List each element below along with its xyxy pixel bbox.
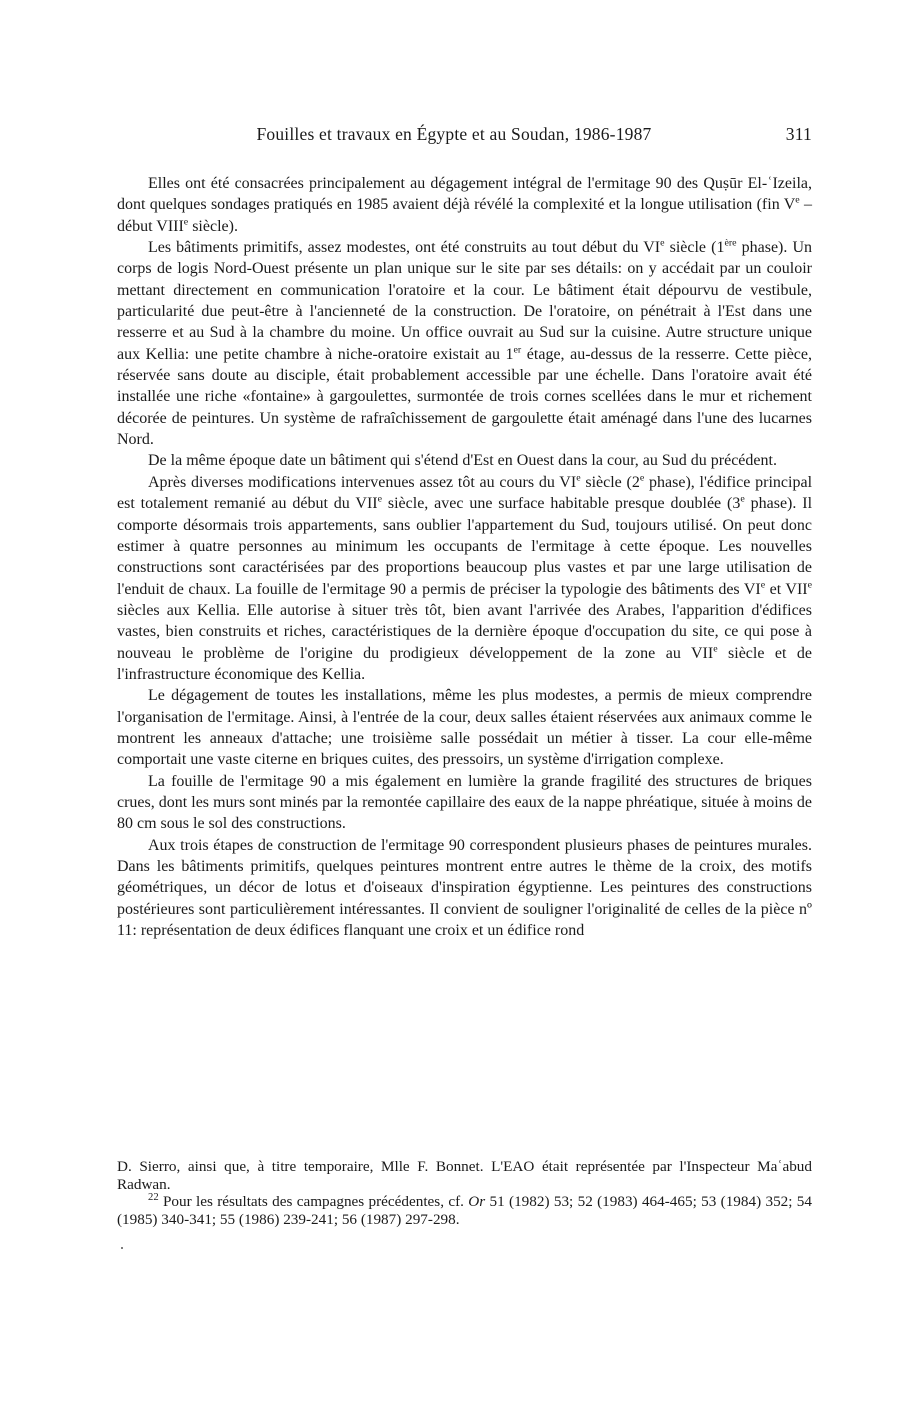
superscript: e xyxy=(183,216,189,228)
text-run: phase). Il comporte désormais trois appartements, sans oublier l'appartement du Sud, toujours utilisé. On peut donc estimer à quatre personnes au minimum les occupants de l'ermitage à cette époque. Les nouvelles constructions sont caractérisées par des proportions beaucoup plus vastes et par une large utilisation de l'enduit de chaux. La fouille de l'ermitage 90 a permis de préciser la typologie des bâtiments des VI xyxy=(117,495,813,598)
text-run: – début VIII xyxy=(117,196,812,235)
superscript: e xyxy=(576,472,581,484)
text-run: Après diverses modifications intervenues assez tôt au cours du VI xyxy=(148,473,577,491)
text-run: phase), l'édifice principal est totalement remanié au début du VII xyxy=(117,473,813,513)
text-run: 51 (1982) 53; 52 (1983) 464-465; 53 (1984) 352; 54 (1985) 340-341; 55 (1986) 239-241; 56 (1987) 297-298. xyxy=(117,1193,812,1228)
text-run: étage, au-dessus de la resserre. Cette pièce, réservée sans doute au disciple, était probablement accessible par une échelle. Dans l'oratoire avait été installée une riche «fontaine» à gargoulettes, surmontée de trois cornes scellées dans le mur et richement décorée de peintures. Un système de rafraîchissement de gargoulette était aménagé dans l'une des lucarnes Nord. xyxy=(117,345,813,449)
paragraph-6: La fouille de l'ermitage 90 a mis également en lumière la grande fragilité des structures de briques crues, dont les murs sont minés par la remontée capillaire des eaux de la nappe phréatique, située à moins de 80 cm sous le sol des constructions. xyxy=(117,772,812,833)
text-run: Les bâtiments primitifs, assez modestes, ont été construits au tout début du VI xyxy=(148,239,661,257)
footnote-marker: 22 xyxy=(148,1191,159,1203)
paragraph-2 xyxy=(117,237,812,450)
superscript: er xyxy=(513,344,522,356)
text-run: Pour les résultats des campagnes précédentes, cf. xyxy=(158,1193,469,1210)
body-text xyxy=(117,173,812,941)
footnotes xyxy=(117,1158,812,1228)
stray-mark xyxy=(121,1247,123,1249)
text-run: siècles aux Kellia. Elle autorise à situer très tôt, bien avant l'arrivée des Arabes, l'apparition d'édifices vastes, bien construits et riches, caractéristiques de la dernière époque d'occupation du site, ce qui pose à nouveau le problème de l'origine du prodigieux développement de la zone au VII xyxy=(117,601,812,662)
journal-abbreviation: Or xyxy=(468,1193,486,1210)
superscript: e xyxy=(807,579,813,591)
superscript: e xyxy=(660,237,665,249)
page-number: 311 xyxy=(785,124,812,144)
paragraph-5: Le dégagement de toutes les installations, même les plus modestes, a permis de mieux comprendre l'organisation de l'ermitage. Ainsi, à l'entrée de la cour, deux salles étaient réservées aux animaux comme le montrent les anneaux d'attache; une troisième salle possédait un métier à tisser. La cour elle-même comportait une vaste citerne en briques cuites, des pressoirs, un système d'irrigation complexe. xyxy=(117,687,812,769)
text-run: siècle et de l'infrastructure économique des Kellia. xyxy=(117,644,812,683)
superscript: e xyxy=(760,579,766,591)
text-run: et VII xyxy=(765,580,808,598)
superscript: ère xyxy=(724,237,737,249)
paragraph-3: De la même époque date un bâtiment qui s'étend d'Est en Ouest dans la cour, au Sud du précédent. xyxy=(148,452,777,470)
superscript: e xyxy=(639,472,645,484)
footnote-continuation: D. Sierro, ainsi que, à titre temporaire, Mlle F. Bonnet. L'EAO était représentée par l'Inspecteur Maʿabud Radwan. xyxy=(117,1158,812,1193)
text-run: siècle). xyxy=(188,217,238,235)
running-title: Fouilles et travaux en Égypte et au Soudan, 1986-1987 xyxy=(256,124,652,144)
text-run: Elles ont été consacrées principalement au dégagement intégral de l'ermitage 90 des Quṣūr El-ʿIzeila, dont quelques sondages pratiqués en 1985 avaient déjà révélé la complexité et la longue utilisation (fin V xyxy=(117,175,812,214)
running-header xyxy=(116,124,812,150)
paragraph-7: Aux trois étapes de construction de l'ermitage 90 correspondent plusieurs phases de peintures murales. Dans les bâtiments primitifs, quelques peintures montrent entre autres le thème de la croix, des motifs géométriques, un décor de lotus et d'oiseaux d'inspiration égyptienne. Les peintures des constructions postérieures sont particulièrement intéressantes. Il convient de souligner l'originalité de celles de la pièce nº 11: représentation de deux édifices flanquant une croix et un édifice rond xyxy=(117,836,812,940)
text-run: siècle, avec une surface habitable presque doublée (3 xyxy=(382,495,741,513)
text-run: siècle (2 xyxy=(580,473,640,491)
text-run: siècle (1 xyxy=(664,239,725,257)
superscript: e xyxy=(713,643,718,655)
superscript: e xyxy=(795,195,800,207)
text-run: phase). Un corps de logis Nord-Ouest présente un plan unique sur le site par ses détails: on y accédait par un couloir mettant directement en communication l'oratoire et la cour. Le bâtiment était dépourvu de vestibule, particularité due peut-être à l'ancienneté de la construction. De l'oratoire, on pénétrait à l'Est dans une resserre et au Sud à la chambre du moine. Un office ouvrait au Sud sur la cuisine. Autre structure unique aux Kellia: une petite chambre à niche-oratoire existait au 1 xyxy=(117,239,813,363)
paragraph-4 xyxy=(117,472,812,685)
paragraph-1 xyxy=(117,173,812,237)
superscript: e xyxy=(377,493,383,505)
superscript: e xyxy=(740,493,745,505)
footnote-22 xyxy=(117,1193,812,1228)
